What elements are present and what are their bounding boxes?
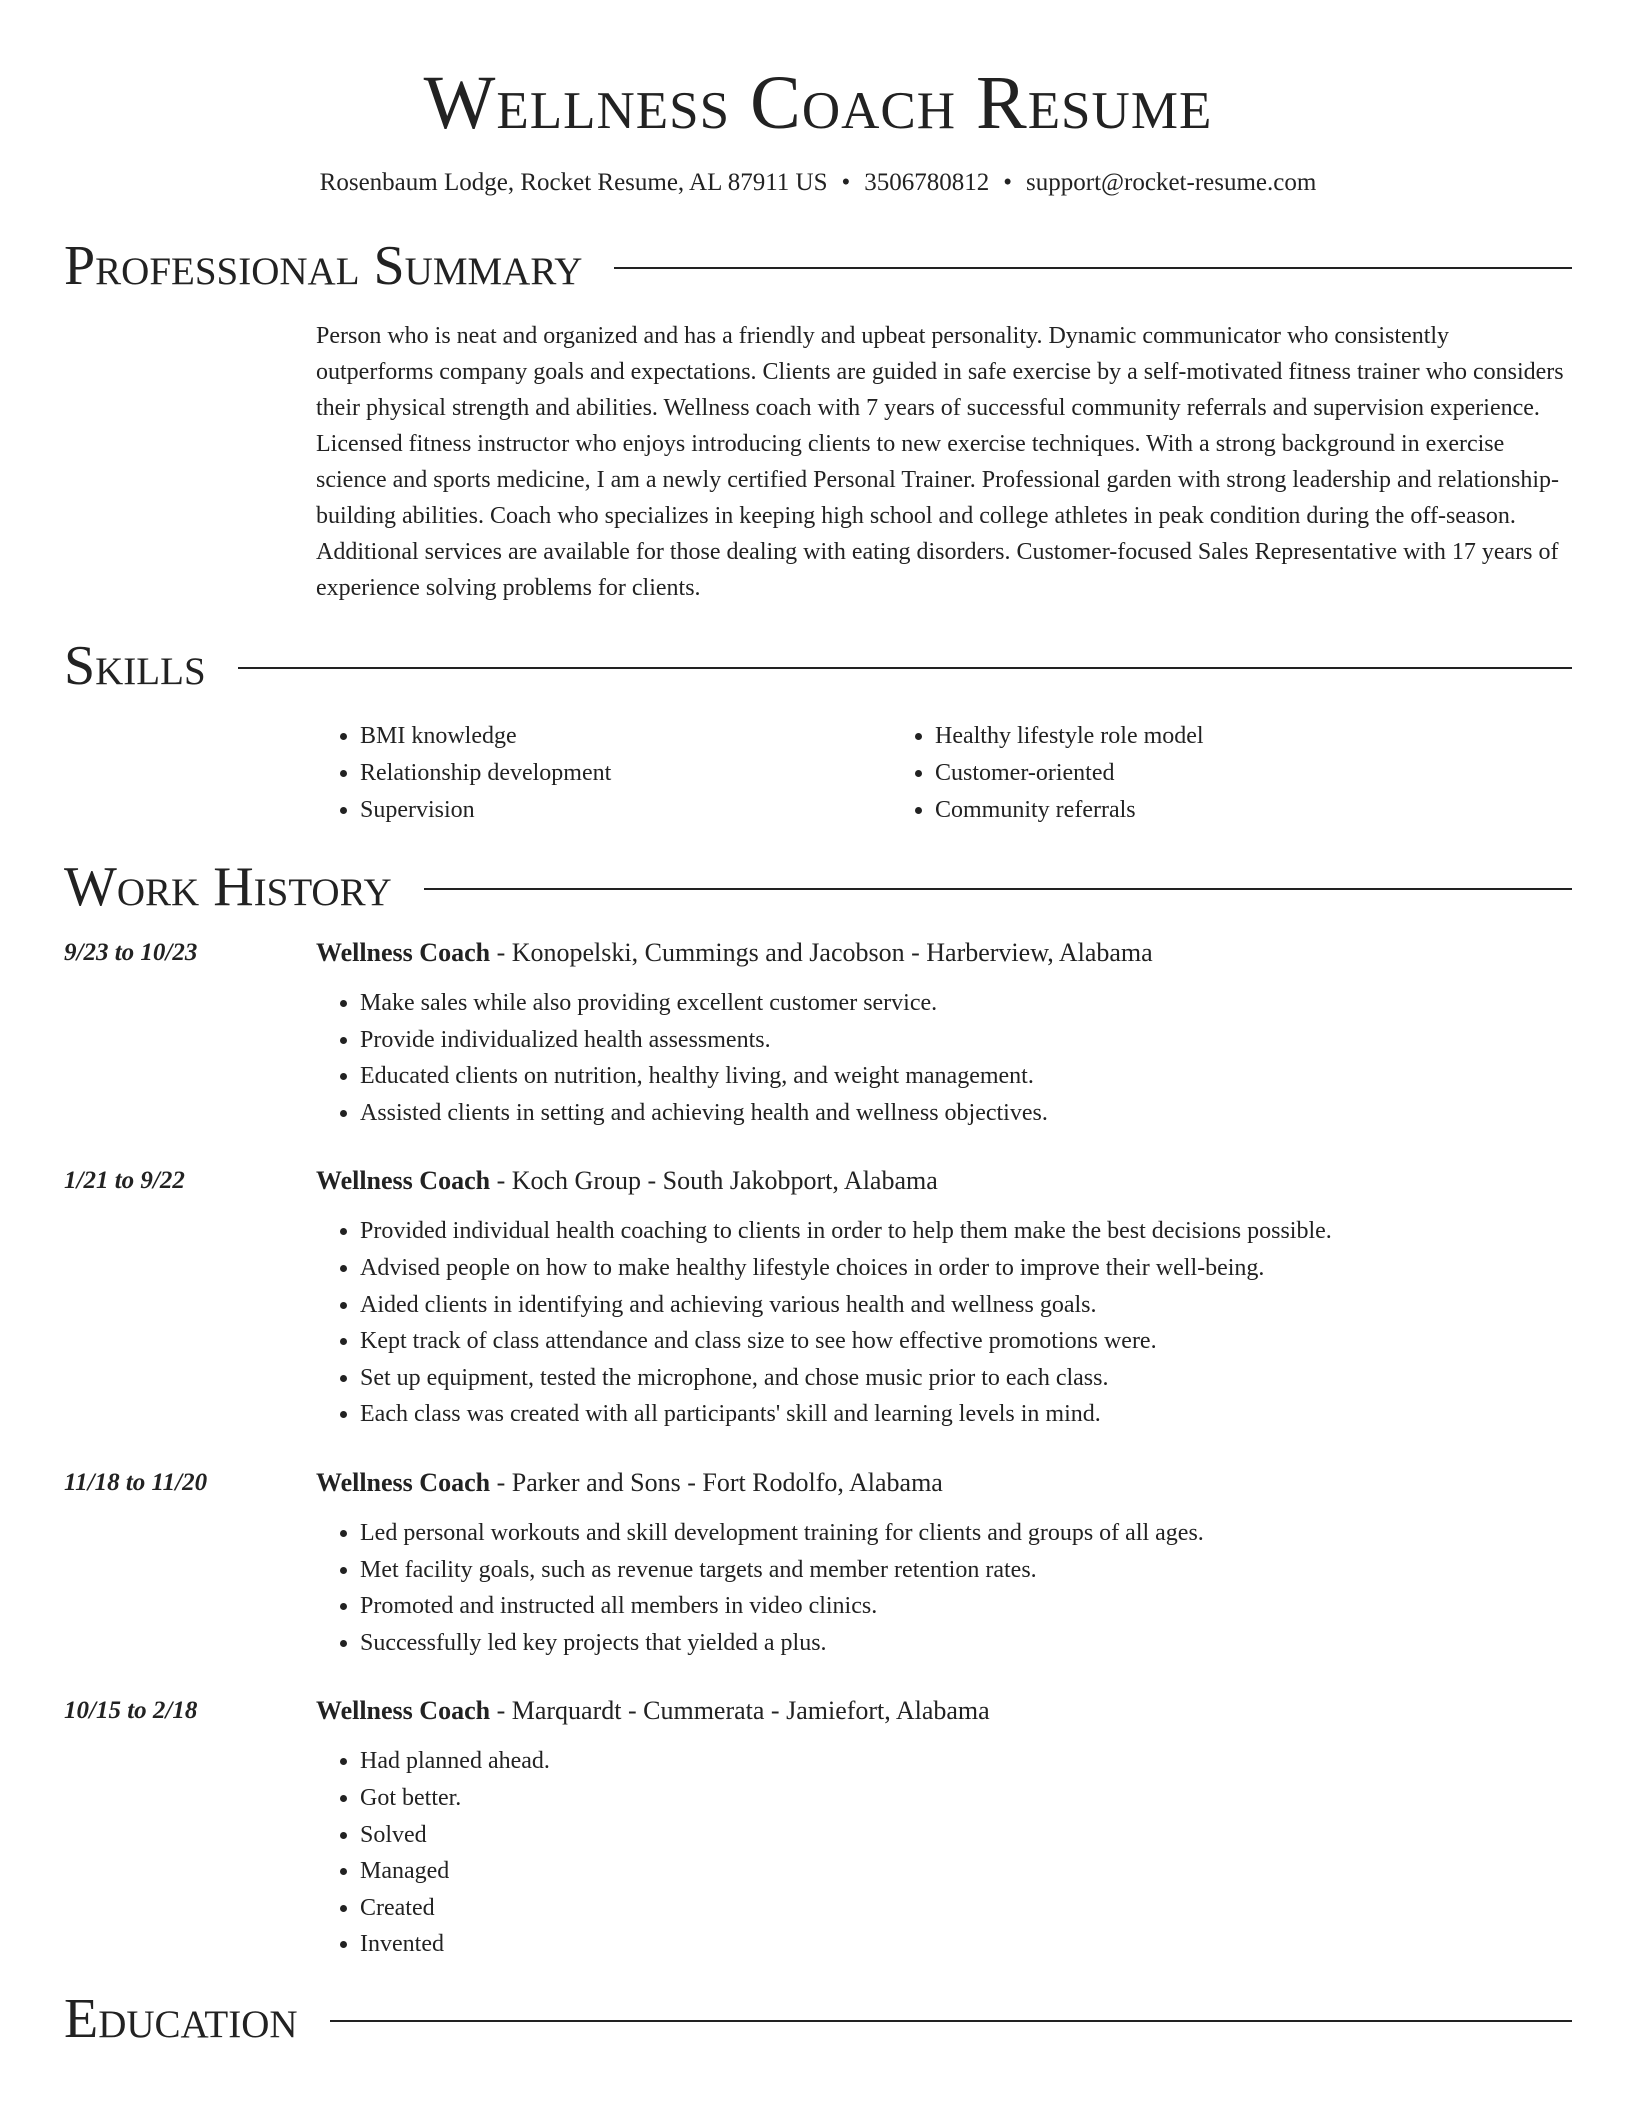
job-body [316, 1465, 1572, 1661]
skills-section-header [64, 636, 1572, 696]
skill-item: • Supervision [360, 792, 891, 829]
job-heading [316, 1693, 1572, 1729]
section-divider [330, 2020, 1572, 2022]
job-entry [64, 1693, 1572, 1963]
contact-email: support@rocket-resume.com [1026, 169, 1317, 196]
job-dates: 11/18 to 11/20 [64, 1468, 208, 1496]
job-bullet: • Promoted and instructed all members in video clinics. [360, 1588, 1572, 1625]
section-divider [424, 888, 1572, 890]
job-bullet: • Provided individual health coaching to clients in order to help them make the best decisions possible. [360, 1213, 1572, 1250]
skill-item: • Customer-oriented [935, 755, 1466, 792]
job-body [316, 1693, 1572, 1963]
job-bullet: • Had planned ahead. [360, 1743, 1572, 1780]
job-entry [64, 1465, 1572, 1661]
job-bullet: • Assisted clients in setting and achieving health and wellness objectives. [360, 1095, 1572, 1132]
skills-column-left [316, 718, 891, 829]
job-dates: 10/15 to 2/18 [64, 1697, 198, 1725]
job-bullet: • Got better. [360, 1780, 1572, 1817]
job-bullet: • Provide individualized health assessments. [360, 1022, 1572, 1059]
skills-column-right [891, 718, 1466, 829]
contact-separator: • [1003, 169, 1013, 196]
job-heading [316, 1163, 1572, 1199]
contact-address: Rosenbaum Lodge, Rocket Resume, AL 87911 US [319, 169, 828, 196]
skill-item: • Relationship development [360, 755, 891, 792]
job-bullet: • Solved [360, 1817, 1572, 1854]
job-dates: 9/23 to 10/23 [64, 939, 198, 966]
summary-heading: Professional Summary [64, 235, 583, 297]
summary-text: Person who is neat and organized and has a friendly and upbeat personality. Dynamic communicator who consistently outperforms company goals and expectations. Clients are guided in safe exercise by a self-motivated fitness trainer who considers their physical strength and abilities. Wellness coach with 7 years of successful community referrals and supervision experience. Licensed fitness instructor who enjoys introducing clients to new exercise techniques. With a strong background in exercise science and sports medicine, I am a newly certified Personal Trainer. Professional garden with strong leadership and relationship-building abilities. Coach who specializes in keeping high school and college athletes in peak condition during the off-season. Additional services are available for those dealing with eating disorders. Customer-focused Sales Representative with 17 years of experience solving problems for clients. [316, 323, 1564, 601]
job-bullets [316, 1213, 1572, 1433]
job-details: - Konopelski, Cummings and Jacobson - Harberview, Alabama [490, 938, 1153, 967]
contact-phone: 3506780812 [864, 169, 990, 196]
job-entry [64, 935, 1572, 1131]
job-details: - Koch Group - South Jakobport, Alabama [490, 1166, 938, 1196]
education-section-header [64, 1989, 1572, 2049]
job-bullet: • Managed [360, 1853, 1572, 1890]
job-bullets [316, 1515, 1572, 1661]
job-role: Wellness Coach [316, 1696, 491, 1726]
skills-heading: Skills [64, 635, 206, 697]
job-dates: 1/21 to 9/22 [64, 1167, 185, 1195]
job-bullet: • Set up equipment, tested the microphone, and chose music prior to each class. [360, 1360, 1572, 1397]
job-bullet: • Created [360, 1890, 1572, 1927]
job-bullet: • Kept track of class attendance and class size to see how effective promotions were. [360, 1323, 1572, 1360]
resume-title: Wellness Coach Resume [423, 61, 1213, 145]
job-details: - Marquardt - Cummerata - Jamiefort, Alabama [490, 1696, 990, 1726]
job-bullet: • Educated clients on nutrition, healthy living, and weight management. [360, 1058, 1572, 1095]
section-divider [238, 667, 1572, 669]
job-bullet: • Make sales while also providing excellent customer service. [360, 985, 1572, 1022]
job-body [316, 935, 1572, 1131]
job-heading [316, 935, 1572, 971]
skills-list [316, 718, 1572, 829]
skill-item: • Community referrals [935, 792, 1466, 829]
section-divider [614, 267, 1572, 269]
job-role: Wellness Coach [316, 938, 491, 967]
job-bullet: • Advised people on how to make healthy lifestyle choices in order to improve their well-being. [360, 1250, 1572, 1287]
contact-separator: • [841, 169, 851, 196]
work-heading: Work History [64, 856, 392, 918]
job-heading [316, 1465, 1572, 1501]
job-bullets [316, 1743, 1572, 1963]
job-bullet: • Met facility goals, such as revenue targets and member retention rates. [360, 1552, 1572, 1589]
job-bullet: • Invented [360, 1926, 1572, 1963]
job-role: Wellness Coach [316, 1467, 491, 1497]
job-bullets [316, 985, 1572, 1131]
job-bullet: • Each class was created with all participants' skill and learning levels in mind. [360, 1396, 1572, 1433]
work-section-header [64, 857, 1572, 917]
job-role: Wellness Coach [316, 1166, 491, 1196]
job-entry [64, 1163, 1572, 1433]
skill-item: • Healthy lifestyle role model [935, 718, 1466, 755]
skill-item: • BMI knowledge [360, 718, 891, 755]
summary-section-header [64, 236, 1572, 296]
education-heading: Education [64, 1987, 298, 2050]
job-details: - Parker and Sons - Fort Rodolfo, Alabama [490, 1467, 943, 1497]
job-bullet: • Successfully led key projects that yielded a plus. [360, 1625, 1572, 1662]
job-body [316, 1163, 1572, 1433]
contact-line [64, 166, 1572, 200]
job-bullet: • Led personal workouts and skill development training for clients and groups of all ages. [360, 1515, 1572, 1552]
job-bullet: • Aided clients in identifying and achieving various health and wellness goals. [360, 1287, 1572, 1324]
